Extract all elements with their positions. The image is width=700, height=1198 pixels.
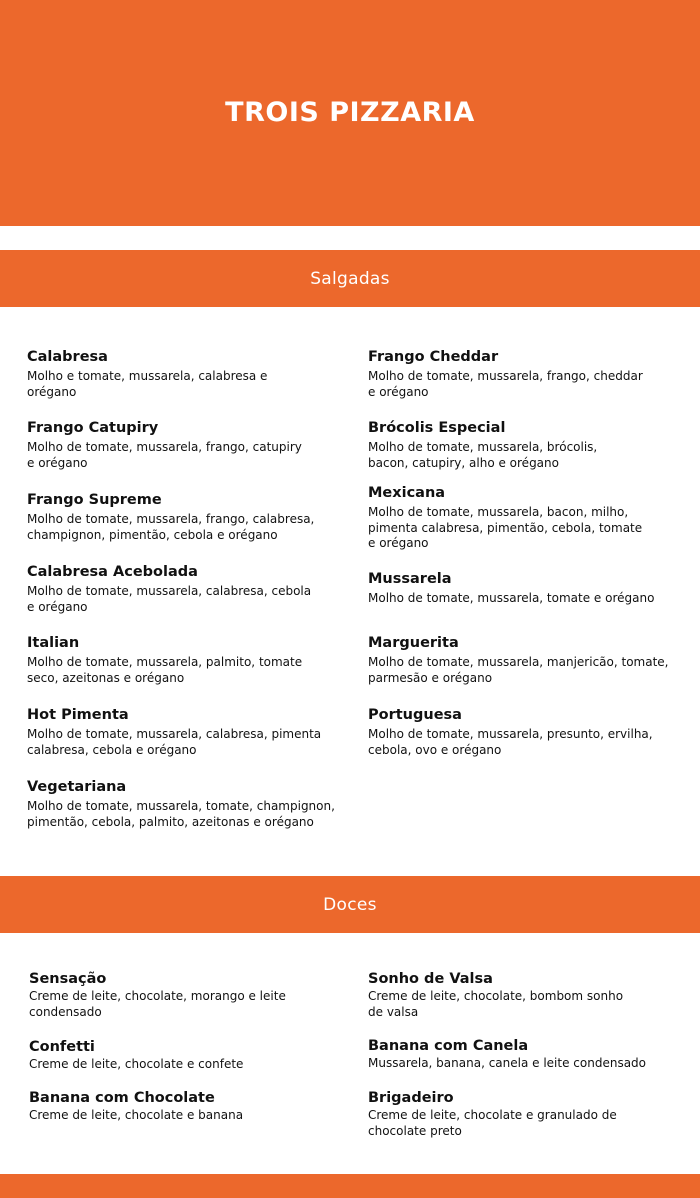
desc-line: condensado: [29, 1004, 102, 1019]
footer-band: [0, 1174, 700, 1198]
menu-item: [368, 1089, 688, 1139]
desc-line: Mussarela, banana, canela e leite condensado: [368, 1056, 647, 1070]
item-name: Brigadeiro: [368, 1090, 454, 1106]
item-description: [368, 989, 688, 1020]
item-name: Italian: [27, 635, 80, 651]
item-description: [27, 369, 347, 400]
menu-header: [0, 0, 700, 226]
item-name: Calabresa Acebolada: [27, 564, 198, 580]
menu-item: [27, 634, 347, 686]
desc-line: Molho de tomate, mussarela, brócolis,: [368, 440, 598, 454]
desc-line: Molho de tomate, mussarela, palmito, tomate: [27, 655, 303, 669]
menu-item: [27, 706, 347, 758]
item-name: Calabresa: [27, 349, 108, 365]
desc-line: seco, azeitonas e orégano: [27, 670, 185, 685]
desc-line: Molho de tomate, mussarela, tomate e orégano: [368, 591, 655, 605]
item-description: [27, 655, 347, 686]
desc-line: bacon, catupiry, alho e orégano: [368, 455, 559, 470]
desc-line: Creme de leite, chocolate e banana: [29, 1108, 244, 1122]
item-description: [368, 727, 688, 758]
item-description: [368, 591, 688, 607]
restaurant-title: TROIS PIZZARIA: [225, 96, 475, 128]
item-name: Hot Pimenta: [27, 707, 129, 723]
item-description: [368, 1056, 688, 1072]
desc-line: e orégano: [368, 536, 429, 550]
menu-item: [368, 348, 688, 400]
menu-item: [29, 1089, 349, 1124]
desc-line: e orégano: [27, 599, 88, 614]
item-description: [29, 1057, 349, 1073]
item-description: [27, 512, 347, 543]
desc-line: Molho de tomate, mussarela, calabresa, cebola: [27, 584, 312, 598]
menu-item: [27, 778, 357, 830]
desc-line: Molho de tomate, mussarela, frango, cheddar: [368, 369, 643, 383]
item-description: [29, 1108, 349, 1124]
item-name: Confetti: [29, 1039, 95, 1055]
desc-line: Creme de leite, chocolate, morango e leite: [29, 989, 286, 1003]
desc-line: Molho de tomate, mussarela, calabresa, pimenta: [27, 727, 322, 741]
desc-line: pimenta calabresa, pimentão, cebola, tomate: [368, 520, 643, 535]
item-description: [368, 1108, 688, 1139]
item-description: [27, 727, 347, 758]
menu-item: [27, 563, 347, 615]
menu-item: [27, 419, 347, 471]
item-description: [29, 989, 349, 1020]
menu-item: [368, 419, 688, 471]
desc-line: Molho e tomate, mussarela, calabresa e: [27, 369, 268, 383]
item-name: Mexicana: [368, 485, 446, 501]
menu-item: [29, 970, 349, 1020]
item-name: Marguerita: [368, 635, 459, 651]
item-description: [368, 369, 688, 400]
item-description: [368, 655, 693, 686]
desc-line: Molho de tomate, mussarela, manjericão, tomate,: [368, 655, 669, 669]
desc-line: Creme de leite, chocolate e granulado de: [368, 1108, 617, 1122]
desc-line: champignon, pimentão, cebola e orégano: [27, 527, 278, 542]
desc-line: parmesão e orégano: [368, 670, 493, 685]
desc-line: chocolate preto: [368, 1123, 462, 1138]
desc-line: calabresa, cebola e orégano: [27, 742, 197, 757]
desc-line: de valsa: [368, 1004, 419, 1019]
desc-line: Molho de tomate, mussarela, presunto, ervilha,: [368, 727, 653, 741]
section-title-doces: Doces: [323, 894, 377, 915]
menu-item: [368, 634, 693, 686]
desc-line: Molho de tomate, mussarela, bacon, milho,: [368, 505, 629, 519]
desc-line: Molho de tomate, mussarela, frango, catupiry: [27, 440, 302, 454]
item-description: [27, 799, 357, 830]
item-name: Frango Supreme: [27, 492, 162, 508]
section-header-salgadas: [0, 250, 700, 307]
item-description: [27, 584, 347, 615]
desc-line: pimentão, cebola, palmito, azeitonas e orégano: [27, 814, 314, 829]
item-name: Brócolis Especial: [368, 420, 506, 436]
item-name: Portuguesa: [368, 707, 462, 723]
menu-item: [29, 1038, 349, 1073]
menu-item: [27, 491, 347, 543]
menu-item: [27, 348, 347, 400]
desc-line: orégano: [27, 384, 77, 399]
item-name: Sonho de Valsa: [368, 971, 493, 987]
item-name: Banana com Chocolate: [29, 1090, 215, 1106]
menu-item: [368, 1037, 688, 1072]
section-header-doces: [0, 876, 700, 933]
section-title-salgadas: Salgadas: [310, 268, 390, 289]
item-name: Vegetariana: [27, 779, 127, 795]
desc-line: e orégano: [368, 384, 429, 399]
menu-item: [368, 484, 688, 552]
menu-item: [368, 970, 688, 1020]
desc-line: Creme de leite, chocolate e confete: [29, 1057, 244, 1071]
desc-line: Molho de tomate, mussarela, tomate, champignon,: [27, 799, 335, 813]
item-name: Frango Catupiry: [27, 420, 159, 436]
desc-line: Creme de leite, chocolate, bombom sonho: [368, 989, 624, 1003]
item-description: [27, 440, 347, 471]
item-name: Frango Cheddar: [368, 349, 499, 365]
item-name: Mussarela: [368, 571, 452, 587]
item-name: Banana com Canela: [368, 1038, 529, 1054]
item-description: [368, 440, 688, 471]
desc-line: cebola, ovo e orégano: [368, 742, 502, 757]
menu-item: [368, 706, 688, 758]
desc-line: e orégano: [27, 455, 88, 470]
desc-line: Molho de tomate, mussarela, frango, calabresa,: [27, 512, 315, 526]
menu-item: [368, 570, 688, 607]
item-name: Sensação: [29, 971, 107, 987]
item-description: [368, 505, 688, 552]
